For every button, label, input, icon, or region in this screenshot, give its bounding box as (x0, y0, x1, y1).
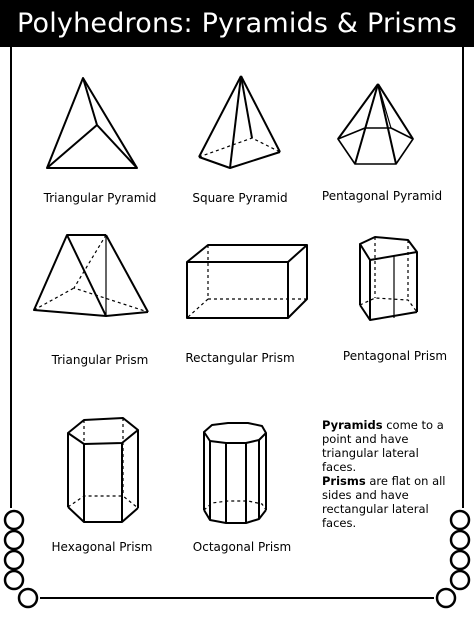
prisms-definition: are flat on all sides and have rectangular lateral faces. (322, 474, 446, 530)
triangular-prism-label: Triangular Prism (51, 353, 149, 367)
pyramids-term: Pyramids (322, 418, 383, 432)
square-pyramid-label: Square Pyramid (192, 191, 288, 205)
definitions-text (322, 418, 452, 530)
pentagonal-pyramid-label: Pentagonal Pyramid (321, 189, 443, 203)
pentagonal-prism-label: Pentagonal Prism (342, 349, 448, 363)
rectangular-prism-label: Rectangular Prism (185, 351, 295, 365)
triangular-pyramid-label: Triangular Pyramid (43, 191, 157, 205)
hexagonal-prism-label: Hexagonal Prism (51, 540, 153, 554)
prisms-term: Prisms (322, 474, 366, 488)
pyramids-definition: come to a point and have triangular lateral faces. (322, 418, 444, 474)
page-title: Polyhedrons: Pyramids & Prisms (16, 8, 458, 39)
octagonal-prism-label: Octagonal Prism (192, 540, 292, 554)
